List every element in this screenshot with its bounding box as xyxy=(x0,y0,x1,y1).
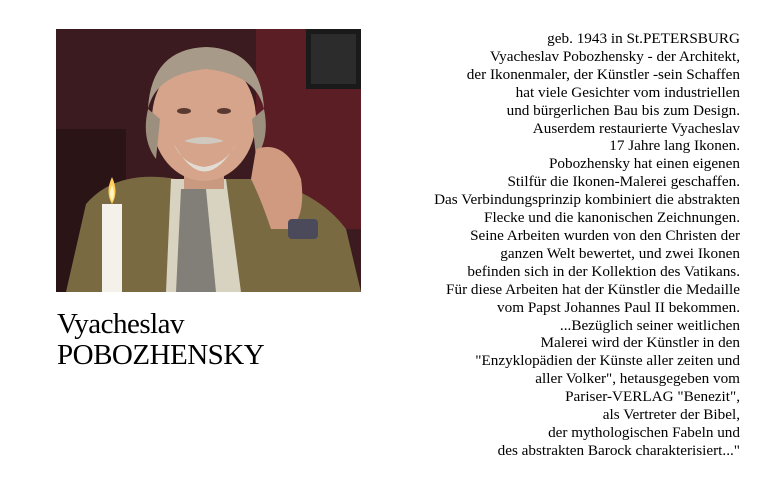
bio-line: befinden sich in der Kollektion des Vatikans. xyxy=(467,262,740,280)
artist-name xyxy=(57,309,264,371)
artist-last-name: POBOZHENSKY xyxy=(57,339,265,371)
bio-line: "Enzyklopädien der Künste aller zeiten und xyxy=(475,352,740,370)
bio-line: Vyacheslav Pobozhensky - der Architekt, xyxy=(489,47,740,65)
bio-line: des abstrakten Barock charakterisiert..." xyxy=(497,441,740,459)
bio-line: ganzen Welt bewertet, und zwei Ikonen xyxy=(500,244,740,262)
portrait-illustration xyxy=(56,29,361,292)
bio-line: und bürgerlichen Bau bis zum Design. xyxy=(506,101,740,119)
bio-line: aller Volker", hetausgegeben vom xyxy=(535,370,740,388)
portrait-photo xyxy=(56,29,361,292)
bio-line: hat viele Gesichter vom industriellen xyxy=(515,83,740,101)
bio-line: Seine Arbeiten wurden von den Christen der xyxy=(470,226,740,244)
bio-line: Pariser-VERLAG "Benezit", xyxy=(565,388,740,406)
bio-line: geb. 1943 in St.PETERSBURG xyxy=(547,30,740,47)
bio-line: der mythologischen Fabeln und xyxy=(548,423,740,441)
artist-first-name: Vyacheslav xyxy=(57,308,185,340)
bio-line: Für diese Arbeiten hat der Künstler die Medaille xyxy=(446,280,740,298)
bio-line: der Ikonenmaler, der Künstler -sein Schaffen xyxy=(466,65,740,83)
bio-line: Auserdem restaurierte Vyacheslav xyxy=(532,119,740,137)
bio-line: Malerei wird der Künstler in den xyxy=(540,334,740,352)
bio-line: Pobozhensky hat einen eigenen xyxy=(548,155,740,173)
bio-line: Das Verbindungsprinzip kombiniert die abstrakten xyxy=(434,191,740,209)
biography-text xyxy=(362,30,740,460)
bio-line: Stilfür die Ikonen-Malerei geschaffen. xyxy=(507,173,740,191)
bio-line: 17 Jahre lang Ikonen. xyxy=(609,137,740,155)
bio-line: vom Papst Johannes Paul II bekommen. xyxy=(497,298,740,316)
bio-line: ...Bezüglich seiner weitlichen xyxy=(559,316,740,334)
bio-line: als Vertreter der Bibel, xyxy=(602,406,740,424)
bio-line: Flecke und die kanonischen Zeichnungen. xyxy=(484,209,740,227)
